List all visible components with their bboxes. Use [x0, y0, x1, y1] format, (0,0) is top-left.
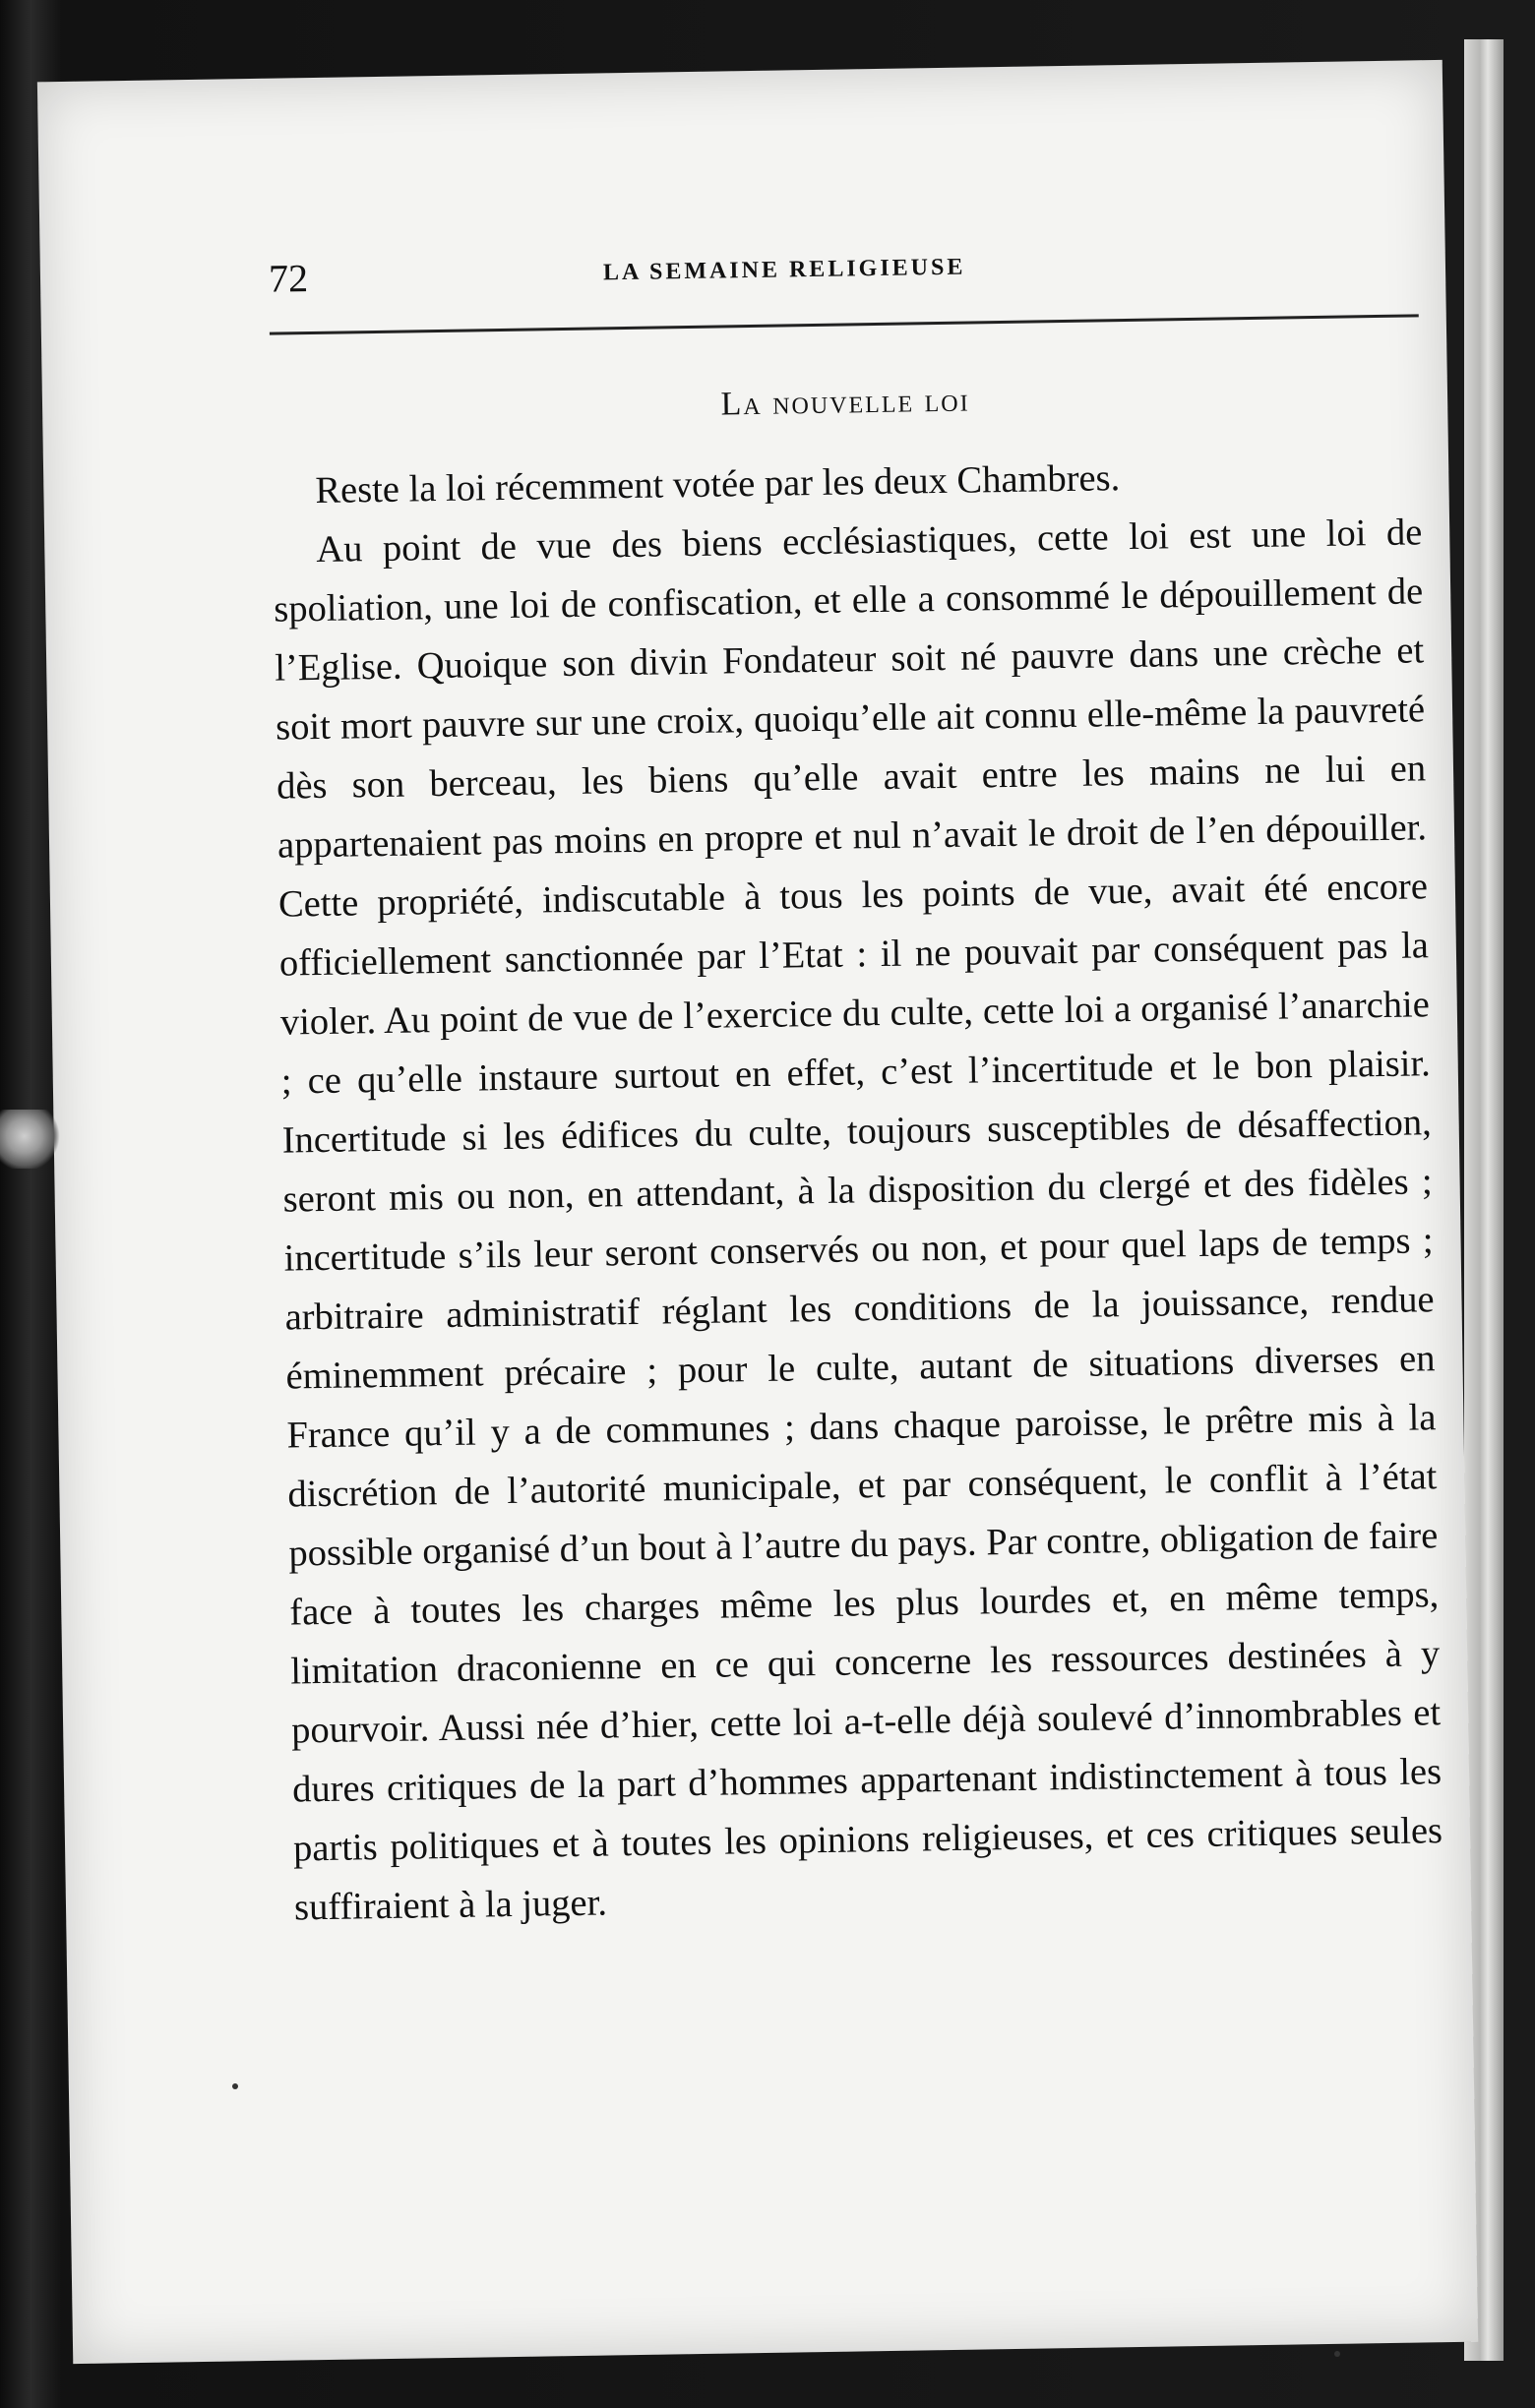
- running-head: LA SEMAINE RELIGIEUSE: [602, 254, 966, 286]
- paragraph: Reste la loi récemment votée par les deux Chambres.: [315, 457, 1121, 512]
- page-header: [269, 237, 1411, 314]
- ink-dot: [232, 2083, 238, 2089]
- header-rule: [270, 314, 1419, 334]
- article-body: [272, 444, 1443, 1937]
- ink-dot: [1334, 2351, 1340, 2357]
- paragraph: Au point de vue des biens ecclésiastiques, cette loi est une loi de spoliation, une loi de confiscation, et elle a consommé le dépouillement de l’Eglise. Quoique son divin Fondateur soit né pauvre dans une crèche et soit mort pauvre sur une croix, quoiqu’elle ait connu elle-même la pauvreté dès son berceau, les biens qu’elle avait entre les mains ne lui en appartenaient pas moins en propre et nul n’avait le droit de l’en dépouiller. Cette propriété, indiscutable à tous les points de vue, avait été encore officiellement sanctionnée par l’Etat : il ne pouvait par conséquent pas la violer. Au point de vue de l’exercice du culte, cette loi a organisé l’anarchie ; ce qu’elle instaure surtout en effet, c’est l’incertitude et le bon plaisir. Incertitude si les édifices du culte, toujours susceptibles de désaffection, seront mis ou non, en attendant, à la disposition du clergé et des fidèles ; incertitude s’ils leur seront conservés ou non, et pour quel laps de temps ; arbitraire administratif réglant les conditions de la jouissance, rendue éminemment précaire ; pour le culte, autant de situations diverses en France qu’il y a de communes ; dans chaque paroisse, le prêtre mis à la discrétion de l’autorité municipale, et par conséquent, le conflit à l’état possible organisé d’un bout à l’autre du pays. Par contre, obligation de faire face à toutes les charges même les plus lourdes et, en même temps, limitation draconienne en ce qui concerne les ressources destinées à y pourvoir. Aussi née d’hier, cette loi a-t-elle déjà soulevé d’innombrables et dures critiques de la part d’hommes appartenant indistinctement à tous les partis politiques et à toutes les opinions religieuses, et ces critiques seules suffiraient à la juger.: [273, 512, 1443, 1929]
- page-number: 72: [268, 256, 309, 301]
- scan-blemish: [0, 1110, 61, 1169]
- book-page: [37, 60, 1478, 2364]
- section-title: La nouvelle loi: [720, 382, 970, 423]
